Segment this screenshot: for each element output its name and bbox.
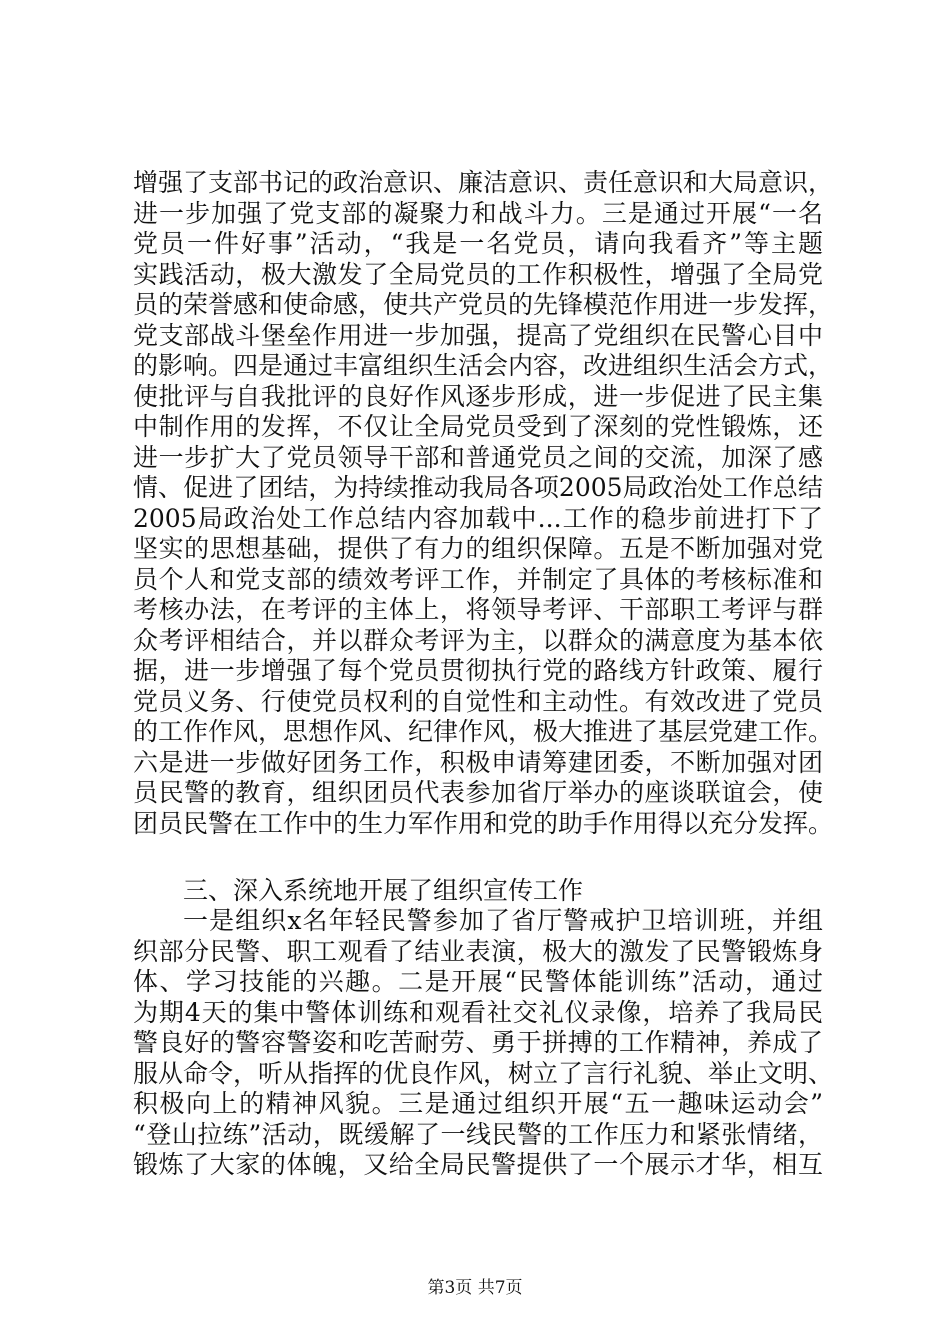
text-line: 据，进一步增强了每个党员贯彻执行党的路线方针政策、履行 [133,656,823,685]
text-line: 员个人和党支部的绩效考评工作，并制定了具体的考核标准和 [133,564,823,594]
text-line: 警良好的警容警姿和吃苦耐劳、勇于拼搏的工作精神，养成了 [133,1028,823,1057]
text-line: 实践活动，极大激发了全局党员的工作积极性，增强了全局党 [133,259,823,289]
paragraph-2 [133,906,834,1181]
text-line: 情、促进了团结，为持续推动我局各项2005局政治处工作总结 [133,473,823,502]
text-line: 员的荣誉感和使命感，使共产党员的先锋模范作用进一步发挥， [133,290,834,319]
text-line: 为期4天的集中警体训练和观看社交礼仪录像，培养了我局民 [133,997,823,1027]
page-number: 第3页 共7页 [427,1278,523,1298]
text-line: 的影响。四是通过丰富组织生活会内容，改进组织生活会方式， [133,351,834,380]
text-line: 锻炼了大家的体魄，又给全局民警提供了一个展示才华，相互 [133,1150,823,1179]
text-line: “登山拉练”活动，既缓解了一线民警的工作压力和紧张情绪， [133,1119,823,1149]
text-line: 六是进一步做好团务工作，积极申请筹建团委，不断加强对团 [133,747,823,777]
text-line: 一是组织x名年轻民警参加了省厅警戒护卫培训班，并组 [183,906,823,935]
text-line: 众考评相结合，并以群众考评为主，以群众的满意度为基本依 [133,625,823,655]
text-line: 2005局政治处工作总结内容加载中...工作的稳步前进打下了 [133,503,823,533]
text-line: 党支部战斗堡垒作用进一步加强，提高了党组织在民警心目中 [133,320,823,350]
section-heading-text: 三、深入系统地开展了组织宣传工作 [183,876,584,905]
text-line: 增强了支部书记的政治意识、廉洁意识、责任意识和大局意识， [133,168,834,197]
text-line: 体、学习技能的兴趣。二是开展“民警体能训练”活动，通过 [133,967,823,996]
text-line: 服从命令，听从指挥的优良作风，树立了言行礼貌、举止文明、 [133,1058,834,1088]
text-line: 织部分民警、职工观看了结业表演，极大的激发了民警锻炼身 [133,936,823,966]
page-footer [0,1273,950,1298]
text-line: 进一步加强了党支部的凝聚力和战斗力。三是通过开展“一名 [133,198,823,228]
text-line: 党员一件好事”活动，“我是一名党员，请向我看齐”等主题 [133,229,823,258]
text-line: 坚实的思想基础，提供了有力的组织保障。五是不断加强对党 [133,534,823,563]
text-line: 积极向上的精神风貌。三是通过组织开展“五一趣味运动会” [133,1089,823,1118]
text-line: 考核办法，在考评的主体上，将领导考评、干部职工考评与群 [133,595,823,624]
paragraph-1 [133,168,834,839]
text-line: 的工作作风，思想作风、纪律作风，极大推进了基层党建工作。 [133,717,834,746]
text-line: 团员民警在工作中的生力军作用和党的助手作用得以充分发挥。 [133,808,834,838]
section-heading [133,876,823,907]
text-line: 中制作用的发挥，不仅让全局党员受到了深刻的党性锻炼，还 [133,412,823,441]
text-line: 使批评与自我批评的良好作风逐步形成，进一步促进了民主集 [133,381,823,411]
text-line: 党员义务、行使党员权利的自觉性和主动性。有效改进了党员 [133,686,823,716]
text-line: 进一步扩大了党员领导干部和普通党员之间的交流，加深了感 [133,442,823,472]
text-line: 员民警的教育，组织团员代表参加省厅举办的座谈联谊会，使 [133,778,823,807]
